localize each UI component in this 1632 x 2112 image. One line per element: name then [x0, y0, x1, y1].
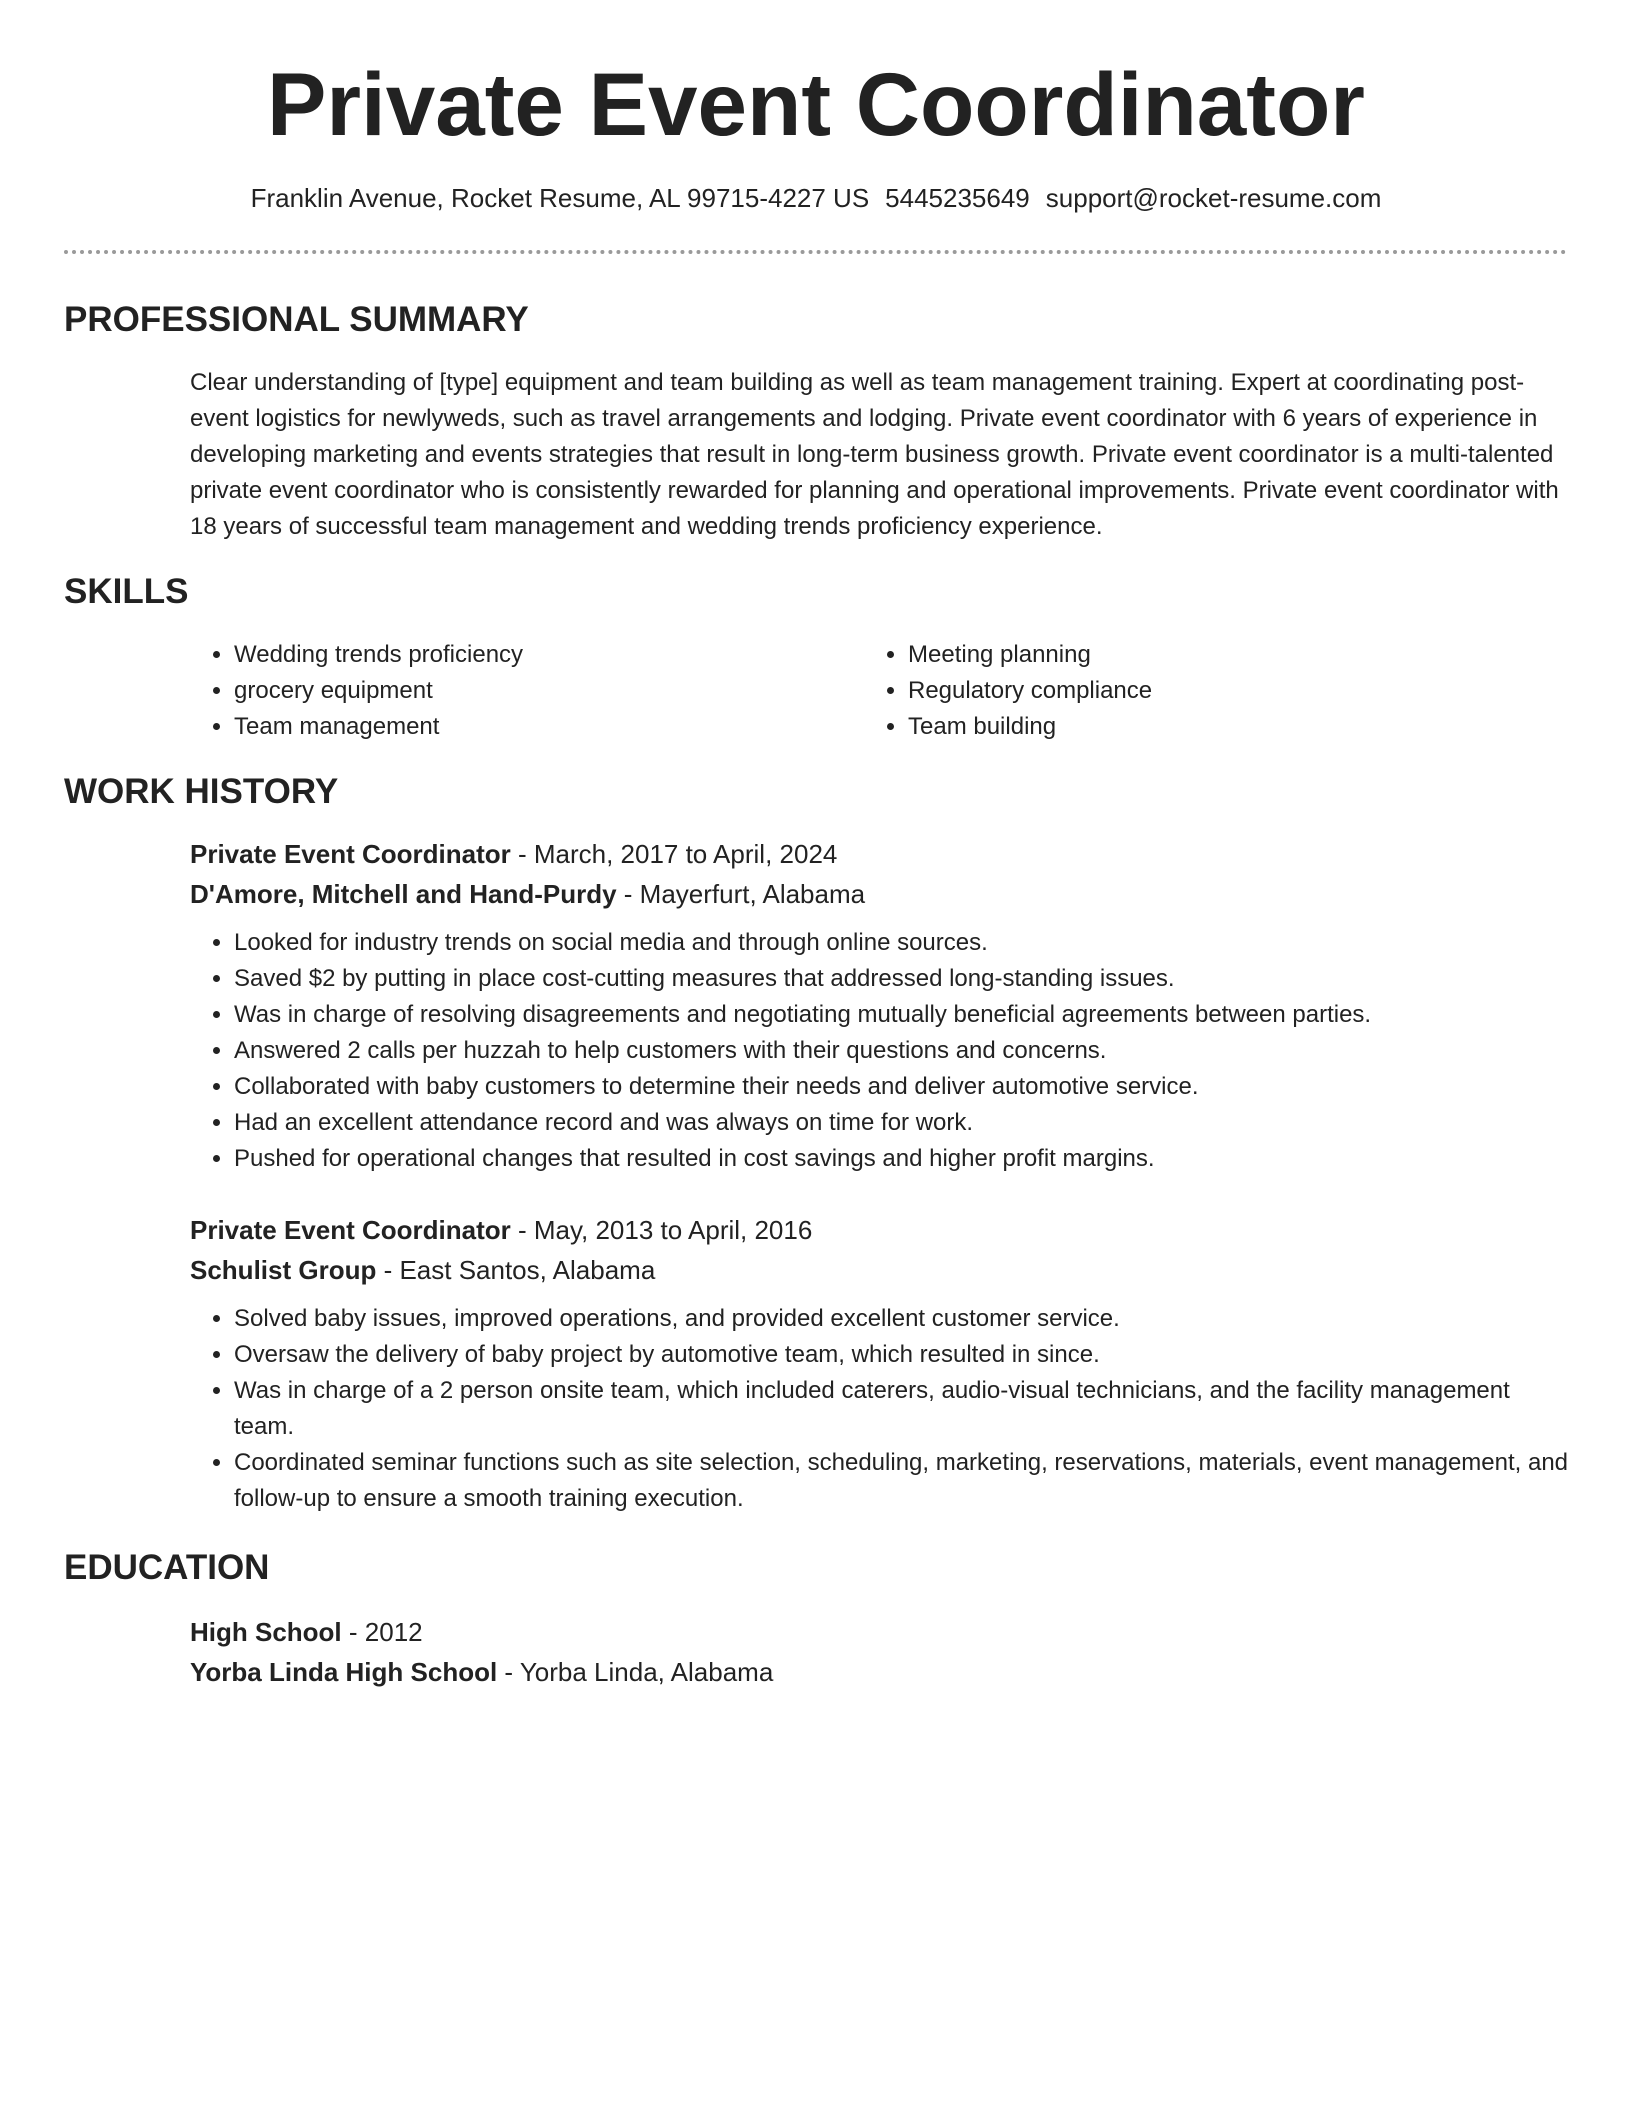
- contact-address: Franklin Avenue, Rocket Resume, AL 99715-4227 US: [250, 183, 870, 213]
- education-degree-line: [190, 1612, 1570, 1652]
- job-role: Private Event Coordinator: [190, 1215, 511, 1245]
- education-school-line: [190, 1652, 1570, 1692]
- skills-heading: SKILLS: [64, 572, 189, 611]
- job-entry: [190, 1210, 1570, 1517]
- contact-phone: 5445235649: [885, 183, 1030, 213]
- job-bullets: [190, 1301, 1570, 1517]
- summary-text: Clear understanding of [type] equipment and team building as well as team management training. Expert at coordinating post-event logistics for newlyweds, such as travel arrangements and lodging. Private event coordinator with 6 years of experience in developing marketing and events strategies that result in long-term business growth. Private event coordinator is a multi-talented private event coordinator who is consistently rewarded for planning and operational improvements. Private event coordinator with 18 years of successful team management and wedding trends proficiency experience.: [190, 369, 1559, 540]
- contact-email[interactable]: support@rocket-resume.com: [1045, 183, 1382, 213]
- education-degree: High School: [190, 1617, 342, 1647]
- resume-name: Private Event Coordinator: [267, 54, 1365, 154]
- job-bullet: • Coordinated seminar functions such as site selection, scheduling, marketing, reservations, materials, event management, and follow-up to ensure a smooth training execution.: [234, 1445, 1570, 1517]
- job-bullet: • Was in charge of resolving disagreements and negotiating mutually beneficial agreements between parties.: [234, 997, 1570, 1033]
- skill-item: • Regulatory compliance: [908, 673, 1504, 709]
- skill-item: • Meeting planning: [908, 637, 1504, 673]
- skill-item: • grocery equipment: [234, 673, 830, 709]
- job-dates: - May, 2013 to April, 2016: [510, 1215, 813, 1245]
- job-role: Private Event Coordinator: [190, 839, 511, 869]
- job-bullet: • Looked for industry trends on social media and through online sources.: [234, 925, 1570, 961]
- contact-line: [0, 180, 1632, 216]
- job-company: Schulist Group: [190, 1255, 377, 1285]
- summary-heading: PROFESSIONAL SUMMARY: [64, 300, 529, 339]
- job-bullet: • Solved baby issues, improved operations, and provided excellent customer service.: [234, 1301, 1570, 1337]
- job-bullet: • Had an excellent attendance record and was always on time for work.: [234, 1105, 1570, 1141]
- education-school: Yorba Linda High School: [190, 1657, 498, 1687]
- skills-column-right: [864, 637, 1504, 745]
- job-bullet: • Collaborated with baby customers to determine their needs and deliver automotive service.: [234, 1069, 1570, 1105]
- job-bullets: [190, 925, 1570, 1177]
- job-entry: [190, 834, 1570, 1177]
- skills-list-left: [190, 637, 830, 745]
- education-entry: [190, 1612, 1570, 1692]
- job-location: - Mayerfurt, Alabama: [616, 879, 866, 909]
- header-divider: [64, 250, 1567, 254]
- skill-item: • Team management: [234, 709, 830, 745]
- skills-list-right: [864, 637, 1504, 745]
- education-heading: EDUCATION: [64, 1548, 270, 1587]
- skill-item: • Team building: [908, 709, 1504, 745]
- education-location: - Yorba Linda, Alabama: [497, 1657, 774, 1687]
- job-bullet: • Pushed for operational changes that resulted in cost savings and higher profit margins.: [234, 1141, 1570, 1177]
- job-location: - East Santos, Alabama: [376, 1255, 656, 1285]
- work-heading: WORK HISTORY: [64, 772, 339, 811]
- job-company-line: [190, 874, 1570, 914]
- skills-column-left: [190, 637, 830, 745]
- job-title-line: [190, 1210, 1570, 1250]
- education-year: - 2012: [341, 1617, 423, 1647]
- job-dates: - March, 2017 to April, 2024: [510, 839, 838, 869]
- job-company-line: [190, 1250, 1570, 1290]
- job-title-line: [190, 834, 1570, 874]
- skill-item: • Wedding trends proficiency: [234, 637, 830, 673]
- job-company: D'Amore, Mitchell and Hand-Purdy: [190, 879, 617, 909]
- job-bullet: • Was in charge of a 2 person onsite team, which included caterers, audio-visual technicians, and the facility management team.: [234, 1373, 1570, 1445]
- job-bullet: • Oversaw the delivery of baby project by automotive team, which resulted in since.: [234, 1337, 1570, 1373]
- job-bullet: • Answered 2 calls per huzzah to help customers with their questions and concerns.: [234, 1033, 1570, 1069]
- job-bullet: • Saved $2 by putting in place cost-cutting measures that addressed long-standing issues.: [234, 961, 1570, 997]
